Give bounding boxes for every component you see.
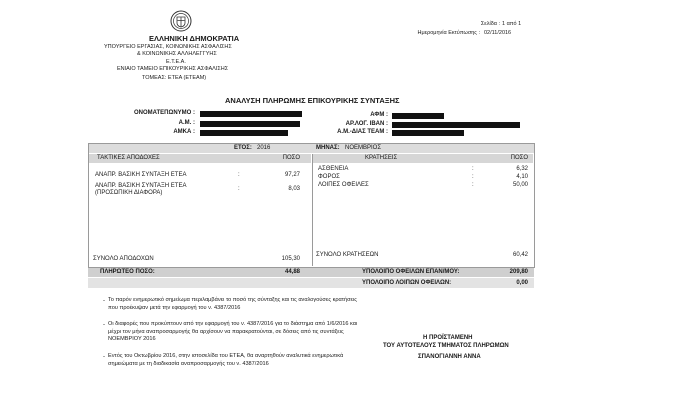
print-date-value: 02/11/2016	[484, 30, 512, 36]
am-label: Α.Μ. :	[178, 120, 195, 126]
paid-label: ΠΛΗΡΩΤΕΟ ΠΟΣΟ:	[100, 269, 155, 275]
earning-row-label: ΑΝΑΠΡ. ΒΑΣΙΚΗ ΣΥΝΤΑΞΗ ΕΤΕΑ	[95, 183, 187, 189]
org-title: ΕΛΛΗΝΙΚΗ ΔΗΜΟΚΡΑΤΙΑ	[149, 34, 240, 43]
deduction-row-amount: 6,32	[516, 166, 528, 172]
other-amount: 0,00	[516, 280, 528, 286]
org-sector: ΤΟΜΕΑΣ: ΕΤΕΑ (ΕΤΕΑΜ)	[142, 75, 207, 81]
month-label: ΜΗΝΑΣ:	[316, 145, 340, 151]
print-date-label: Ημερομηνία Εκτύπωσης :	[417, 30, 480, 36]
earnings-total-label: ΣΥΝΟΛΟ ΑΠΟΔΟΧΩΝ	[93, 256, 154, 262]
other-label: ΥΠΟΛΟΙΠΟ ΛΟΙΠΩΝ ΟΦΕΙΛΩΝ:	[362, 280, 452, 286]
column-divider	[312, 154, 313, 266]
page-value: 1 από 1	[502, 21, 522, 27]
afm-redaction	[392, 113, 444, 119]
note-item: Οι διαφορές που προκύπτουν από την εφαρμογή του ν. 4387/2016 για το διάστημα από 1/6/2016 και μέχρι τον μήνα αναπροσαρμογής θα αρχίσουν να παρακρατούνται, σε δόσεις από τις συντάξεις ΝΟΕΜΒΡΙΟΥ 2016	[108, 321, 358, 343]
year-value: 2016	[257, 145, 271, 151]
amka-label: ΑΜΚΑ :	[173, 129, 195, 135]
deduction-row-sep: :	[472, 174, 474, 180]
page-label: Σελίδα :	[480, 21, 500, 27]
iban-label: ΑΡ.ΛΟΓ. IBAN :	[345, 121, 388, 127]
earning-row-label-2: (ΠΡΟΣΩΠΙΚΗ ΔΙΑΦΟΡΑ)	[95, 190, 163, 196]
org-acronym: Ε.Τ.Ε.Α.	[166, 59, 186, 65]
iban-redaction	[392, 122, 520, 128]
paid-band	[88, 268, 534, 277]
note-item: Εντός του Οκτωβρίου 2016, στην ιστοσελίδα του ΕΤΕΑ, θα αναρτηθούν αναλυτικά ενημερωτικά σημειώματα με τη διαδικασία αναπροσαρμογής του ν. 4387/2016	[108, 353, 344, 367]
am-team-redaction	[392, 130, 464, 136]
deduction-row-amount: 4,10	[516, 174, 528, 180]
earnings-header: ΤΑΚΤΙΚΕΣ ΑΠΟΔΟΧΕΣ	[97, 155, 160, 161]
name-label: ΟΝΟΜΑΤΕΠΩΝΥΜΟ :	[134, 110, 195, 116]
earning-row-sep: :	[238, 172, 240, 178]
afm-label: ΑΦΜ :	[370, 112, 388, 118]
debt-label: ΥΠΟΛΟΙΠΟ ΟΦΕΙΛΩΝ ΕΠΑΝ/ΜΟΥ:	[362, 269, 460, 275]
org-ministry-2: & ΚΟΙΝΩΝΙΚΗΣ ΑΛΛΗΛΕΓΓΥΗΣ	[137, 51, 217, 57]
deduction-row-sep: :	[472, 166, 474, 172]
debt-amount: 209,80	[509, 269, 528, 275]
other-band	[88, 278, 534, 288]
deduction-row-label: ΦΟΡΟΣ	[318, 174, 340, 180]
coat-of-arms-icon	[170, 10, 192, 32]
org-ministry: ΥΠΟΥΡΓΕΙΟ ΕΡΓΑΣΙΑΣ, ΚΟΙΝΩΝΙΚΗΣ ΑΣΦΑΛΙΣΗΣ	[104, 44, 232, 50]
deductions-header: ΚΡΑΤΗΣΕΙΣ	[365, 155, 398, 161]
period-bar	[89, 144, 534, 153]
document-title: ΑΝΑΛΥΣΗ ΠΛΗΡΩΜΗΣ ΕΠΙΚΟΥΡΙΚΗΣ ΣΥΝΤΑΞΗΣ	[225, 96, 400, 105]
note-item: Το παρόν ενημερωτικό σημείωμα περιλαμβάνει το ποσό της σύνταξης και τις αναλογούσες κρατήσεις που προέκυψαν μετά την εφαρμογή του ν. 4387/2016	[108, 297, 357, 311]
earnings-amount-header: ΠΟΣΟ	[282, 155, 300, 161]
dash-bullet-icon: -	[103, 298, 105, 304]
signature-title: Η ΠΡΟΪΣΤΑΜΕΝΗ	[423, 335, 473, 341]
year-label: ΕΤΟΣ:	[234, 145, 252, 151]
org-fund: ΕΝΙΑΙΟ ΤΑΜΕΙΟ ΕΠΙΚΟΥΡΙΚΗΣ ΑΣΦΑΛΙΣΗΣ	[117, 66, 229, 72]
earning-row-amount: 97,27	[284, 172, 300, 178]
deductions-total-label: ΣΥΝΟΛΟ ΚΡΑΤΗΣΕΩΝ	[316, 252, 379, 258]
deduction-row-amount: 50,00	[512, 182, 528, 188]
earning-row-amount: 8,03	[288, 186, 300, 192]
earning-row-sep: :	[238, 186, 240, 192]
signature-name: ΣΠΑΝΟΓΙΑΝΝΗ ΑΝΝΑ	[418, 354, 481, 360]
amka-redaction	[200, 130, 288, 136]
deduction-row-sep: :	[472, 182, 474, 188]
dash-bullet-icon: -	[103, 322, 105, 328]
signature-department: ΤΟΥ ΑΥΤΟΤΕΛΟΥΣ ΤΜΗΜΑΤΟΣ ΠΛΗΡΩΜΩΝ	[383, 343, 509, 349]
deduction-row-label: ΑΣΘΕΝΕΙΑ	[318, 166, 349, 172]
am-team-label: Α.Μ.-ΔΙΑΣ ΤΕΑΜ :	[337, 129, 388, 135]
paid-amount: 44,88	[284, 269, 300, 275]
deductions-total-amount: 60,42	[512, 252, 528, 258]
dash-bullet-icon: -	[103, 354, 105, 360]
earning-row-label: ΑΝΑΠΡ. ΒΑΣΙΚΗ ΣΥΝΤΑΞΗ ΕΤΕΑ	[95, 172, 187, 178]
deductions-amount-header: ΠΟΣΟ	[510, 155, 528, 161]
earnings-total-amount: 105,30	[281, 256, 300, 262]
am-redaction	[200, 121, 300, 127]
name-redaction	[200, 111, 302, 117]
month-value: ΝΟΕΜΒΡΙΟΣ	[345, 145, 382, 151]
deduction-row-label: ΛΟΙΠΕΣ ΟΦΕΙΛΕΣ	[318, 182, 369, 188]
